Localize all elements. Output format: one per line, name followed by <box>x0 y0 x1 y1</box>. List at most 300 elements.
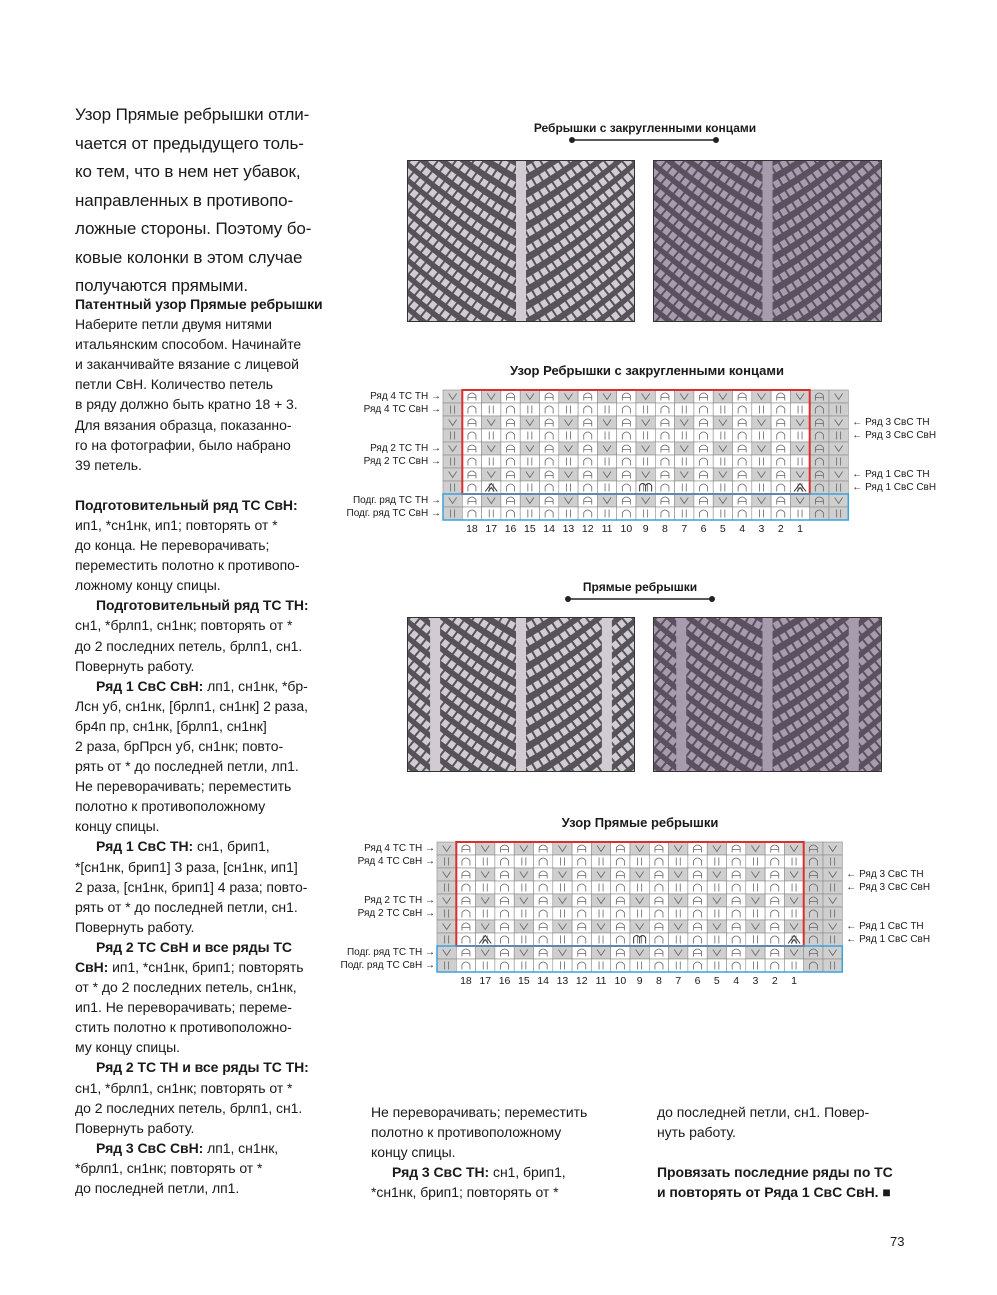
chart-cell <box>823 881 842 894</box>
text-line <box>75 676 335 696</box>
chart-cell <box>456 933 475 946</box>
chart-cell <box>771 390 790 403</box>
chart-cell <box>655 403 674 416</box>
text-line: Не переворачивать; переместить <box>75 778 292 795</box>
chart-cell <box>611 946 630 959</box>
chart-cell <box>495 842 514 855</box>
row-label-left: Ряд 4 ТС СвН → <box>357 856 435 867</box>
text-line: Лсн уб, сн1нк, [брлп1, сн1нк] 2 раза, <box>75 697 308 714</box>
text-line: Не переворачивать; переместить <box>371 1104 588 1120</box>
chart-cell <box>713 442 732 455</box>
chart-cell <box>520 403 539 416</box>
chart-cell <box>591 933 610 946</box>
chart-cell <box>829 494 848 507</box>
text-line: бр4п пр, сн1нк, [брлп1, сн1нк] <box>75 717 267 734</box>
instructions-column-3 <box>657 1102 917 1202</box>
chart-cell <box>694 494 713 507</box>
chart-cell <box>733 442 752 455</box>
chart-cell <box>540 416 559 429</box>
chart-cell <box>611 959 630 972</box>
chart-cell <box>733 390 752 403</box>
chart-cell <box>784 959 803 972</box>
chart-cell <box>501 429 520 442</box>
row-label-left: Ряд 2 ТС ТН → <box>364 895 435 906</box>
chart-cell <box>520 468 539 481</box>
text-line: *[сн1нк, брип1] 3 раза, [сн1нк, ип1] <box>75 858 298 875</box>
chart-cell <box>649 933 668 946</box>
chart-cell <box>534 842 553 855</box>
column-number: 7 <box>681 523 688 535</box>
chart-cell <box>669 855 688 868</box>
chart-cell <box>727 907 746 920</box>
chart-cell <box>553 933 572 946</box>
text-line: му концу спицы. <box>75 1039 181 1056</box>
row-label-left: Ряд 4 ТС СвН → <box>363 404 441 415</box>
row-heading: СвН: <box>75 959 109 975</box>
text-line: Патентный узор Прямые ребрышки <box>75 296 323 312</box>
chart-cell <box>476 881 495 894</box>
chart-cell <box>727 842 746 855</box>
text-line: до последней петли, сн1. Повер- <box>657 1104 870 1120</box>
chart-cell <box>514 959 533 972</box>
chart-cell <box>476 894 495 907</box>
chart-cell <box>597 403 616 416</box>
column-number: 3 <box>758 523 765 535</box>
chart-cell <box>790 416 809 429</box>
column-number: 4 <box>733 975 740 987</box>
chart-cell <box>630 920 649 933</box>
chart-cell <box>520 416 539 429</box>
chart-cell <box>559 442 578 455</box>
page-number: 73 <box>890 1234 905 1249</box>
chart-cell <box>578 494 597 507</box>
chart-cell <box>495 868 514 881</box>
chart-cell <box>733 494 752 507</box>
chart-cell <box>655 507 674 520</box>
chart-cell <box>462 390 481 403</box>
intro-line: получаются прямыми. <box>75 276 249 295</box>
column-number: 3 <box>752 975 759 987</box>
chart-cell <box>810 442 829 455</box>
chart-cell <box>501 507 520 520</box>
chart-cell <box>482 390 501 403</box>
chart-cell <box>649 881 668 894</box>
chart-cell <box>611 933 630 946</box>
text-line: петли СвН. Количество петель <box>75 376 273 393</box>
chart-cell <box>636 442 655 455</box>
chart-cell <box>462 455 481 468</box>
photo-title-1: Ребрышки с закругленными концами <box>533 121 757 135</box>
knit-photo-rounded-light <box>407 160 635 322</box>
chart-cell <box>669 881 688 894</box>
chart-cell <box>829 390 848 403</box>
chart-cell <box>534 855 553 868</box>
row-label-left: Ряд 4 ТС ТН → <box>364 843 435 854</box>
column-number: 6 <box>694 975 701 987</box>
text-line: сн1, *брлп1, сн1нк; повторять от * <box>75 1079 293 1096</box>
chart-cell <box>713 390 732 403</box>
chart-cell <box>514 881 533 894</box>
chart-cell <box>823 907 842 920</box>
row-label-right: ← Ряд 1 СвС ТН <box>846 921 924 932</box>
chart-cell <box>655 429 674 442</box>
chart-cell <box>707 894 726 907</box>
chart-cell <box>688 907 707 920</box>
chart-cell <box>727 894 746 907</box>
chart-cell <box>804 907 823 920</box>
chart-cell <box>655 390 674 403</box>
chart-cell <box>578 442 597 455</box>
text-line: полотно к противоположному <box>371 1124 562 1141</box>
text-line: Для вязания образца, показанно- <box>75 416 292 433</box>
chart-cell <box>688 946 707 959</box>
column-number: 15 <box>523 523 536 535</box>
chart-cell <box>443 390 462 403</box>
text-line: 2 раза, брПрсн уб, сн1нк; повто- <box>75 737 284 754</box>
chart-cell <box>514 933 533 946</box>
row-label-right: ← Ряд 3 СвС ТН <box>852 417 930 428</box>
row-label-left: Ряд 2 ТС СвН → <box>357 908 435 919</box>
chart-cell <box>443 455 462 468</box>
chart-cell <box>495 881 514 894</box>
column-number: 5 <box>713 975 720 987</box>
intro-paragraph <box>75 101 337 301</box>
column-number: 12 <box>581 523 594 535</box>
chart-cell <box>675 403 694 416</box>
row-label-right: ← Ряд 1 СвС СвН <box>852 482 937 493</box>
chart-cell <box>578 429 597 442</box>
chart-cell <box>630 855 649 868</box>
chart-cell <box>784 842 803 855</box>
chart-cell <box>771 507 790 520</box>
chart-cell <box>810 455 829 468</box>
chart-cell <box>810 507 829 520</box>
chart-cell <box>553 907 572 920</box>
chart-title-2: Узор Прямые ребрышки <box>561 815 719 830</box>
column-number: 15 <box>517 975 530 987</box>
chart-cell <box>559 429 578 442</box>
chart-cell <box>553 868 572 881</box>
chart-cell <box>443 403 462 416</box>
chart-cell <box>611 855 630 868</box>
chart-cell <box>829 481 848 494</box>
row-label-right: ← Ряд 1 СвС СвН <box>846 934 931 945</box>
text-line: до конца. Не переворачивать; <box>75 537 270 554</box>
text-line: рять от * до последней петли, сн1. <box>75 898 298 915</box>
column-number: 7 <box>675 975 682 987</box>
chart-cell <box>591 894 610 907</box>
chart-cell <box>534 920 553 933</box>
chart-cell <box>501 468 520 481</box>
chart-cell <box>559 416 578 429</box>
text-line: 39 петель. <box>75 456 142 473</box>
chart-cell <box>636 468 655 481</box>
chart-cell <box>771 429 790 442</box>
chart-cell <box>746 933 765 946</box>
column-number: 11 <box>595 975 607 987</box>
chart-cell <box>572 855 591 868</box>
chart-cell <box>597 494 616 507</box>
chart-cell <box>810 403 829 416</box>
chart-cell <box>649 920 668 933</box>
chart-cell <box>553 881 572 894</box>
text-line: Провязать последние ряды по ТС <box>657 1164 893 1181</box>
chart-cell <box>733 403 752 416</box>
row-label-right: ← Ряд 3 СвС СвН <box>852 430 937 441</box>
chart-cell <box>437 907 456 920</box>
chart-cell <box>804 959 823 972</box>
row-label-left: Подг. ряд ТС СвН → <box>346 508 441 519</box>
chart-cell <box>553 946 572 959</box>
column-number: 16 <box>504 523 517 535</box>
chart-cell <box>675 481 694 494</box>
text-line: концу спицы. <box>371 1144 456 1161</box>
text-line: Повернуть работу. <box>75 657 195 674</box>
chart-cell <box>804 946 823 959</box>
chart-cell <box>540 390 559 403</box>
chart-cell <box>823 855 842 868</box>
chart-cell <box>553 855 572 868</box>
chart-cell <box>591 959 610 972</box>
column-number: 10 <box>620 523 633 535</box>
chart-cell <box>456 920 475 933</box>
chart-cell <box>520 507 539 520</box>
row-label-left: Ряд 4 ТС ТН → <box>370 391 441 402</box>
chart-cell <box>443 507 462 520</box>
chart-cell <box>771 403 790 416</box>
chart-cell <box>501 442 520 455</box>
chart-cell <box>804 933 823 946</box>
chart-cell <box>572 868 591 881</box>
chart-cell <box>514 946 533 959</box>
chart-cell <box>804 881 823 894</box>
column-number: 13 <box>562 523 575 535</box>
chart-cell <box>746 855 765 868</box>
intro-line: ложные стороны. Поэтому бо- <box>75 219 312 238</box>
chart-cell <box>810 481 829 494</box>
text-line: ложному концу спицы. <box>75 577 221 594</box>
column-number: 12 <box>575 975 588 987</box>
chart-grid <box>437 842 842 972</box>
chart-cell <box>456 894 475 907</box>
chart-cell <box>733 455 752 468</box>
text-line: от * до 2 последних петель, сн1нк, <box>75 979 297 996</box>
chart-cell <box>823 842 842 855</box>
text-line: Ряд 2 ТС ТН и все ряды ТС ТН: <box>96 1059 309 1076</box>
chart-cell <box>727 933 746 946</box>
row-heading: Ряд 3 СвС ТН: <box>392 1164 490 1181</box>
chart-cell <box>578 507 597 520</box>
chart-cell <box>540 494 559 507</box>
chart-cell <box>694 507 713 520</box>
chart-cell <box>707 946 726 959</box>
column-number: 1 <box>797 523 803 535</box>
chart-cell <box>746 842 765 855</box>
text-line: Ряд 2 ТС СвН и все ряды ТС <box>96 938 292 955</box>
chart-cell <box>559 390 578 403</box>
chart-cell <box>790 455 809 468</box>
chart-cell <box>829 468 848 481</box>
chart-cell <box>694 403 713 416</box>
chart-cell <box>765 842 784 855</box>
chart-cell <box>655 455 674 468</box>
instructions-column-1 <box>75 294 335 1198</box>
chart-cell <box>501 494 520 507</box>
chart-cell <box>688 959 707 972</box>
chart-cell <box>591 868 610 881</box>
chart-cell <box>476 920 495 933</box>
chart-cell <box>495 920 514 933</box>
chart-cell <box>675 416 694 429</box>
chart-cell <box>727 881 746 894</box>
chart-cell <box>804 920 823 933</box>
chart-cell <box>675 455 694 468</box>
chart-cell <box>617 416 636 429</box>
text-line <box>75 1138 335 1158</box>
chart-cell <box>675 390 694 403</box>
text-line: Подготовительный ряд ТС ТН: <box>96 597 309 614</box>
row-label-left: Подг. ряд ТС ТН → <box>352 495 441 506</box>
chart-cell <box>804 855 823 868</box>
chart-cell <box>520 481 539 494</box>
knit-photo-straight-dark <box>653 617 882 772</box>
chart-cell <box>597 416 616 429</box>
chart-cell <box>534 881 553 894</box>
column-number: 17 <box>485 523 498 535</box>
chart-cell <box>636 416 655 429</box>
chart-cell <box>559 468 578 481</box>
chart-cell <box>591 855 610 868</box>
chart-cell <box>597 390 616 403</box>
chart-cell <box>462 507 481 520</box>
chart-cell <box>752 403 771 416</box>
chart-cell <box>688 920 707 933</box>
text-line: Повернуть работу. <box>75 918 195 935</box>
chart-cell <box>514 907 533 920</box>
chart-cell <box>534 868 553 881</box>
chart-cell <box>746 946 765 959</box>
chart-cell <box>765 933 784 946</box>
chart-title-1: Узор Ребрышки с закругленными концами <box>510 363 784 378</box>
chart-cell <box>694 429 713 442</box>
chart-cell <box>727 868 746 881</box>
chart-cell <box>810 468 829 481</box>
column-number: 18 <box>460 975 472 987</box>
chart-cell <box>630 946 649 959</box>
chart-cell <box>790 390 809 403</box>
chart-cell <box>572 920 591 933</box>
row-label-left: Ряд 2 ТС СвН → <box>363 456 441 467</box>
chart-cell <box>611 907 630 920</box>
chart-cell <box>688 881 707 894</box>
chart-cell <box>534 907 553 920</box>
column-number: 8 <box>656 975 662 987</box>
chart-cell <box>520 455 539 468</box>
chart-cell <box>572 907 591 920</box>
chart-cell <box>727 946 746 959</box>
chart-cell <box>456 881 475 894</box>
chart-cell <box>790 403 809 416</box>
chart-cell <box>520 429 539 442</box>
chart-cell <box>597 455 616 468</box>
chart-cell <box>636 429 655 442</box>
chart-grid <box>443 390 848 520</box>
chart-cell <box>495 907 514 920</box>
chart-cell <box>771 455 790 468</box>
chart-cell <box>765 868 784 881</box>
chart-cell <box>707 881 726 894</box>
row-heading: Ряд 3 СвС СвН: <box>96 1139 204 1156</box>
chart-cell <box>669 946 688 959</box>
chart-cell <box>495 894 514 907</box>
chart-cell <box>707 855 726 868</box>
text-line: нуть работу. <box>657 1124 736 1141</box>
title-underline-2 <box>564 595 716 603</box>
row-label-right: ← Ряд 3 СвС ТН <box>846 869 924 880</box>
column-number: 2 <box>777 523 784 535</box>
chart-cell <box>559 507 578 520</box>
chart-cell <box>784 907 803 920</box>
chart-cell <box>540 455 559 468</box>
chart-cell <box>482 494 501 507</box>
text-line: переместить полотно к противопо- <box>75 557 300 574</box>
row-label-left: Подг. ряд ТС ТН → <box>346 947 435 958</box>
chart-cell <box>462 416 481 429</box>
column-number: 9 <box>636 975 643 987</box>
intro-line: ковые колонки в этом случае <box>75 247 303 267</box>
chart-cell <box>649 907 668 920</box>
chart-cell <box>591 920 610 933</box>
chart-cell <box>476 959 495 972</box>
chart-cell <box>765 920 784 933</box>
chart-cell <box>733 507 752 520</box>
chart-cell <box>752 429 771 442</box>
chart-cell <box>829 455 848 468</box>
chart-cell <box>495 855 514 868</box>
text-line: до последней петли, лп1. <box>75 1180 240 1197</box>
chart-cell <box>443 481 462 494</box>
chart-cell <box>713 416 732 429</box>
chart-cell <box>617 494 636 507</box>
chart-cell <box>501 481 520 494</box>
chart-cell <box>514 842 533 855</box>
chart-cell <box>765 907 784 920</box>
chart-cell <box>437 920 456 933</box>
chart-cell <box>630 894 649 907</box>
column-number: 10 <box>614 975 627 987</box>
chart-cell <box>482 442 501 455</box>
chart-cell <box>611 920 630 933</box>
chart-cell <box>578 390 597 403</box>
chart-cell <box>540 507 559 520</box>
column-number: 8 <box>662 523 668 535</box>
chart-cell <box>694 442 713 455</box>
chart-cell <box>655 468 674 481</box>
chart-cell <box>675 494 694 507</box>
chart-cell <box>746 959 765 972</box>
chart-cell <box>520 442 539 455</box>
text-line: и заканчивайте вязание с лицевой <box>75 356 299 373</box>
intro-line: ко тем, что в нем нет убавок, <box>75 162 301 181</box>
column-number: 11 <box>601 523 613 535</box>
chart-cell <box>713 494 732 507</box>
column-number: 4 <box>739 523 746 535</box>
intro-line: направленных в противопо- <box>75 190 294 210</box>
chart-cell <box>443 468 462 481</box>
chart-cell <box>636 494 655 507</box>
text-line: стить полотно к противоположно- <box>75 1019 292 1036</box>
chart-cell <box>456 959 475 972</box>
